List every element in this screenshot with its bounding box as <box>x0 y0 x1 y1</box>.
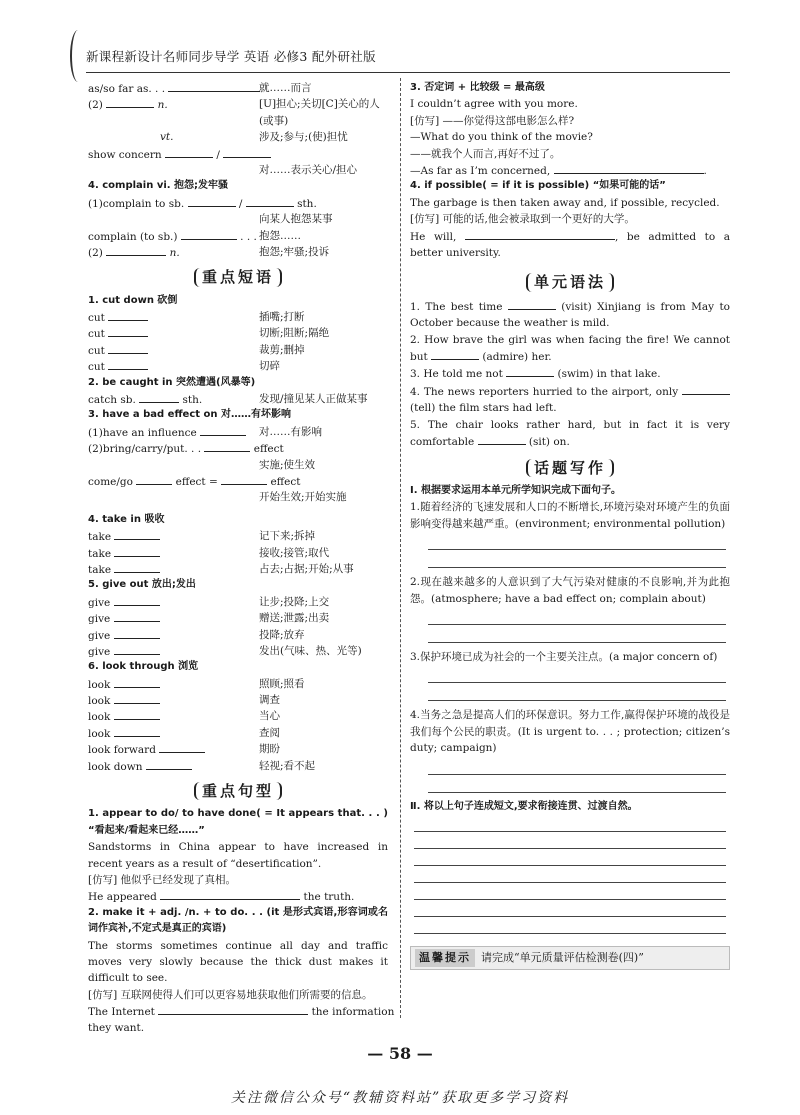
section-title: 重点短语 <box>88 268 388 286</box>
blank[interactable] <box>465 228 615 240</box>
blank[interactable] <box>146 758 192 770</box>
blank[interactable] <box>682 383 730 395</box>
footer-note: 关注微信公众号“教辅资料站”获取更多学习资料 <box>230 1090 570 1106</box>
section-title: 重点句型 <box>88 782 388 800</box>
blank[interactable] <box>108 342 148 354</box>
blank[interactable] <box>139 391 179 403</box>
blank[interactable] <box>188 195 236 207</box>
grammar-item: 1. The best time (visit) Xinjiang is from May to October because the weather is mild. <box>410 298 730 332</box>
blank[interactable] <box>181 228 237 240</box>
blank[interactable] <box>246 195 294 207</box>
writing-question: 1.随着经济的飞速发展和人口的不断增长,环境污染对环境产生的负面影响变得越来越严重。(environment; environmental pollution) <box>410 501 730 530</box>
blank[interactable] <box>114 528 160 540</box>
item-heading: 4. complain vi. 抱怨;发牢骚 <box>88 180 229 192</box>
blank[interactable] <box>506 365 554 377</box>
writing-question: 3.保护环境已成为社会的一个主要关注点。(a major concern of) <box>410 650 718 663</box>
blank[interactable] <box>431 348 479 360</box>
answer-line[interactable] <box>414 900 726 917</box>
tip-box <box>410 946 730 970</box>
answer-line[interactable] <box>428 757 726 775</box>
blank[interactable] <box>200 424 246 436</box>
blank[interactable] <box>114 708 160 720</box>
answer-line[interactable] <box>414 815 726 832</box>
tip-text: 请完成“单元质量评估检测卷(四)” <box>481 950 644 964</box>
answer-line[interactable] <box>414 883 726 900</box>
blank[interactable] <box>114 610 160 622</box>
answer-line[interactable] <box>414 849 726 866</box>
answer-line[interactable] <box>428 665 726 683</box>
blank[interactable] <box>165 146 213 158</box>
blank[interactable] <box>221 473 267 485</box>
blank[interactable] <box>106 96 154 108</box>
blank[interactable] <box>108 358 148 370</box>
header-rule <box>86 72 730 73</box>
blank[interactable] <box>108 325 148 337</box>
blank[interactable] <box>114 643 160 655</box>
grammar-item: 5. The chair looks rather hard, but in fact it is very comfortable (sit) on. <box>410 418 730 449</box>
writing-question: 4.当务之急是提高人们的环保意识。努力工作,赢得保护环境的战役是我们每个公民的职责。(It is urgent to. . . ; protection; citizen’s duty; campaign) <box>410 709 730 755</box>
answer-line[interactable] <box>414 832 726 849</box>
answer-line[interactable] <box>428 775 726 793</box>
grammar-item: 4. The news reporters hurried to the airport, only (tell) the film stars had left. <box>410 383 730 417</box>
header-ornament <box>70 30 86 82</box>
blank[interactable] <box>114 692 160 704</box>
blank[interactable] <box>160 888 300 900</box>
blank[interactable] <box>508 298 556 310</box>
page-number: — 58 — <box>367 1044 433 1063</box>
answer-line[interactable] <box>428 550 726 568</box>
blank[interactable] <box>114 545 160 557</box>
section-title: 话题写作 <box>410 459 730 477</box>
blank[interactable] <box>136 473 172 485</box>
blank[interactable] <box>114 561 160 573</box>
blank[interactable] <box>168 80 260 92</box>
answer-line[interactable] <box>428 532 726 550</box>
answer-line[interactable] <box>414 866 726 883</box>
blank[interactable] <box>223 146 271 158</box>
blank[interactable] <box>159 741 205 753</box>
grammar-item: 2. How brave the girl was when facing the fire! We cannot but (admire) her. <box>410 333 730 364</box>
blank[interactable] <box>114 725 160 737</box>
writing-question: 2.现在越来越多的人意识到了大气污染对健康的不良影响,并为此抱怨。(atmosphere; have a bad effect on; complain about) <box>410 576 730 605</box>
tip-label: 温馨提示 <box>415 949 475 967</box>
blank[interactable] <box>204 440 250 452</box>
answer-line[interactable] <box>428 607 726 625</box>
blank[interactable] <box>108 309 148 321</box>
section-title: 单元语法 <box>410 273 730 291</box>
answer-line[interactable] <box>428 683 726 701</box>
grammar-item: 3. He told me not (swim) in that lake. <box>410 365 730 382</box>
blank[interactable] <box>158 1003 308 1015</box>
answer-line[interactable] <box>428 625 726 643</box>
blank[interactable] <box>114 594 160 606</box>
page-header: 新课程新设计名师同步导学 英语 必修3 配外研社版 <box>86 49 376 64</box>
column-divider <box>400 78 401 1018</box>
blank[interactable] <box>114 676 160 688</box>
blank[interactable] <box>114 627 160 639</box>
right-column: 3. 否定词 + 比较级 = 最高级 I couldn’t agree with you more. [仿写] ——你觉得这部电影怎么样? —What do you think of the movie? ——就我个人而言,再好不过了。 —As far as I’m concerned, . 4. if possible( = if it is possible) “如果可能的话” The garbage is then taken away and, if possible, recycled. [仿写] 可能的话,他会被录取到一个更好的大学。 He will, , be admitted to a better university. 单元语法 1. The best time (visit) Xinjiang is from May to October because the weather is mild. 2. How brave the girl was when facing the fire! We cannot but (admire) her. 3. He told me not (swim) in that lake. 4. The news reporters hurried to the airport, only (tell) the film stars had left. 5. The chair looks rather hard, but in fact it is very comfortable (sit) on. 话题写作 Ⅰ. 根据要求运用本单元所学知识完成下面句子。 1.随着经济的飞速发展和人口的不断增长,环境污染对环境产生的负面影响变得越来越严重。(environment; environmental pollution) 2.现在越来越多的人意识到了大气污染对健康的不良影响,并为此抱怨。(atmosphere; have a bad effect on; complain about) 3.保护环境已成为社会的一个主要关注点。(a major concern of) 4.当务之急是提高人们的环保意识。努力工作,赢得保护环境的战役是我们每个公民的职责。(It is urgent to. . . ; protection; citizen’s duty; campaign) Ⅱ. 将以上句子连成短文,要求衔接连贯、过渡自然。 温馨提示 请完成“单元质量评估检测卷(四)” <box>410 80 730 970</box>
answer-line[interactable] <box>414 917 726 934</box>
blank[interactable] <box>106 244 166 256</box>
left-column: as/so far as. . . 就……而言 (2) n. [U]担心;关切[C]关心的人(或事) vt. 涉及;参与;(使)担忧 show concern / 对……表示关心/担心 4. complain vi. 抱怨;发牢骚 (1)complain to sb. / sth. 向某人抱怨某事 complain (to sb.) . . . 抱怨…… (2) n. 抱怨;牢骚;投诉 重点短语 1. cut down 砍倒 cut 插嘴;打断 cut 切断;阻断;隔绝 cut 裁剪;删掉 cut 切碎 2. be caught in 突然遭遇(风暴等) catch sb. sth. 发现/撞见某人正做某事 3. have a bad effect on 对……有坏影响 (1)have an influence 对……有影响 (2)bring/carry/put. . . effect 实施;使生效 come/go effect = effect 开始生效;开始实施 4. take in 吸收 take 记下来;拆掉 take 接收;接管;取代 take 占去;占据;开始;从事 5. give out 放出;发出 give 让步;投降;上交 give 赠送;泄露;出卖 give 投降;放弃 give 发出(气味、热、光等) 6. look through 浏览 look 照顾;照看 look 调查 look 当心 look 查阅 look forward 期盼 look down 轻视;看不起 重点句型 1. appear to do/ to have done( = It appears that. . . ) “看起来/看起来已经……” Sandstorms in China appear to have increased in recent years as a result of “desertification”. [仿写] 他似乎已经发现了真相。 He appeared the truth. 2. make it + adj. /n. + to do. . . (it 是形式宾语,形容词或名词作宾补,不定式是真正的宾语) The storms sometimes continue all day and traffic moves very slowly because the thick dust makes it difficult to see. [仿写] 互联网使得人们可以更容易地获取他们所需要的信息。 The Internet the information they want. <box>88 82 395 1034</box>
blank[interactable] <box>478 433 526 445</box>
blank[interactable] <box>554 162 704 174</box>
